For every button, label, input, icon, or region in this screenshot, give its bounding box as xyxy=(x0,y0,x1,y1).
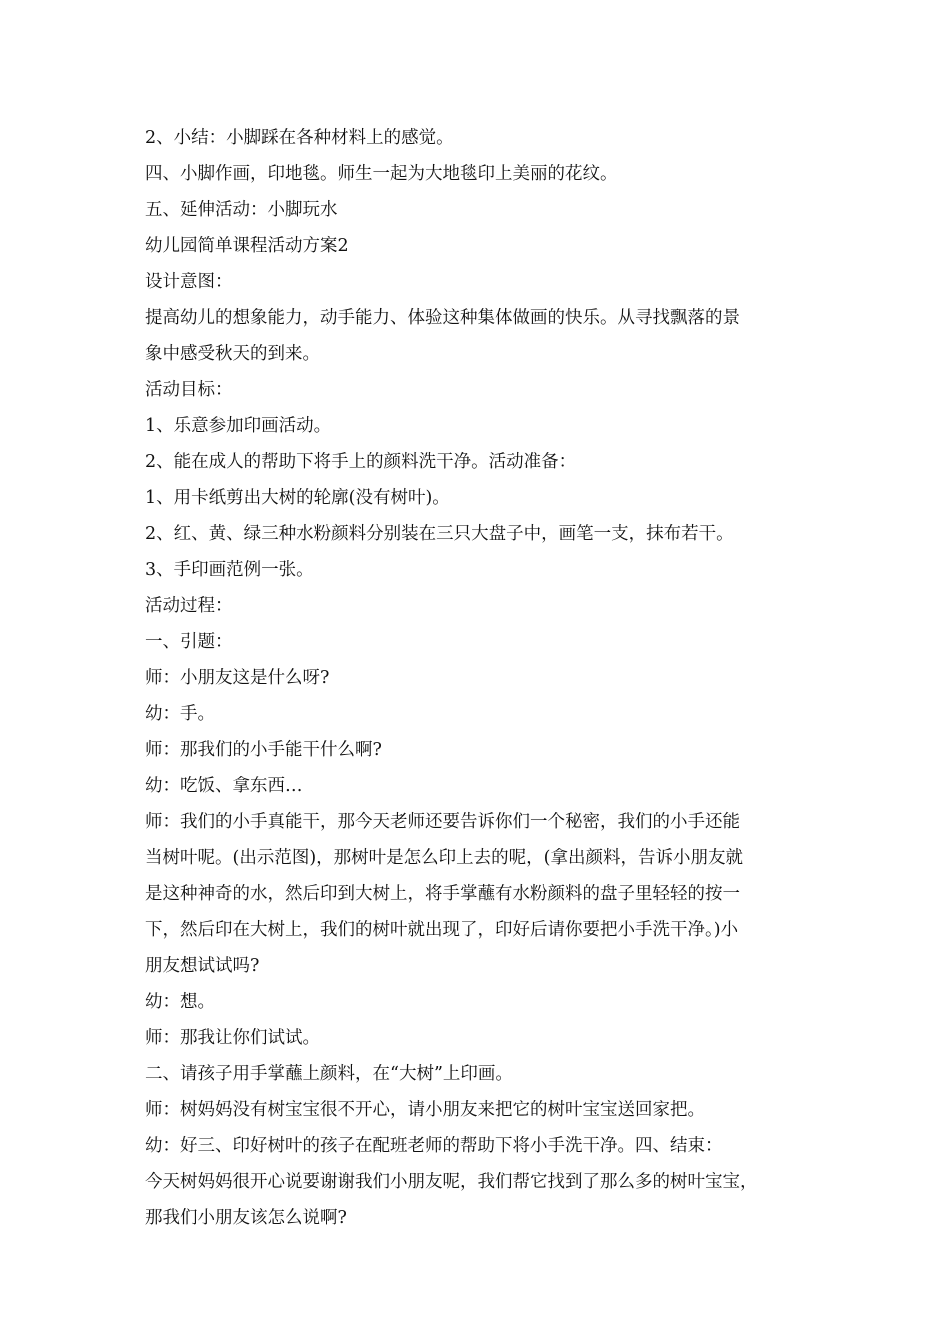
text-line: 四、小脚作画，印地毯。师生一起为大地毯印上美丽的花纹。 xyxy=(145,164,618,184)
text-line: 师：我们的小手真能干，那今天老师还要告诉你们一个秘密，我们的小手还能 xyxy=(145,812,740,832)
text-line: 朋友想试试吗? xyxy=(145,956,260,976)
text-line: 1、用卡纸剪出大树的轮廓(没有树叶)。 xyxy=(145,488,450,508)
text-line: 师：树妈妈没有树宝宝很不开心，请小朋友来把它的树叶宝宝送回家把。 xyxy=(145,1100,705,1120)
text-line: 一、引题： xyxy=(145,632,233,652)
document-body xyxy=(145,120,825,1236)
text-line: 是这种神奇的水，然后印到大树上，将手掌蘸有水粉颜料的盘子里轻轻的按一 xyxy=(145,884,740,904)
text-line: 幼：想。 xyxy=(145,992,215,1012)
text-line: 师：小朋友这是什么呀? xyxy=(145,668,330,688)
text-line: 当树叶呢。(出示范图)，那树叶是怎么印上去的呢，(拿出颜料，告诉小朋友就 xyxy=(145,848,743,868)
text-line: 下，然后印在大树上，我们的树叶就出现了，印好后请你要把小手洗干净。)小 xyxy=(145,920,739,940)
text-line: 那我们小朋友该怎么说啊? xyxy=(145,1208,347,1228)
text-line: 提高幼儿的想象能力，动手能力、体验这种集体做画的快乐。从寻找飘落的景 xyxy=(145,308,740,328)
text-line: 设计意图： xyxy=(145,272,233,292)
text-line: 2、红、黄、绿三种水粉颜料分别装在三只大盘子中，画笔一支，抹布若干。 xyxy=(145,524,734,544)
text-line: 五、延伸活动：小脚玩水 xyxy=(145,200,338,220)
text-line: 1、乐意参加印画活动。 xyxy=(145,416,332,436)
text-line: 师：那我让你们试试。 xyxy=(145,1028,320,1048)
text-line: 今天树妈妈很开心说要谢谢我们小朋友呢，我们帮它找到了那么多的树叶宝宝， xyxy=(145,1172,758,1192)
text-line: 活动目标： xyxy=(145,380,233,400)
text-line: 师：那我们的小手能干什么啊? xyxy=(145,740,382,760)
text-line: 二、请孩子用手掌蘸上颜料，在“大树”上印画。 xyxy=(145,1064,513,1084)
text-line: 3、手印画范例一张。 xyxy=(145,560,314,580)
text-line: 2、小结：小脚踩在各种材料上的感觉。 xyxy=(145,128,454,148)
text-line: 2、能在成人的帮助下将手上的颜料洗干净。活动准备： xyxy=(145,452,577,472)
text-line: 象中感受秋天的到来。 xyxy=(145,344,320,364)
section-heading: 幼儿园简单课程活动方案2 xyxy=(145,236,349,256)
text-line: 幼：吃饭、拿东西… xyxy=(145,776,303,796)
text-line: 幼：好三、印好树叶的孩子在配班老师的帮助下将小手洗干净。四、结束： xyxy=(145,1136,723,1156)
text-line: 活动过程： xyxy=(145,596,233,616)
text-line: 幼：手。 xyxy=(145,704,215,724)
